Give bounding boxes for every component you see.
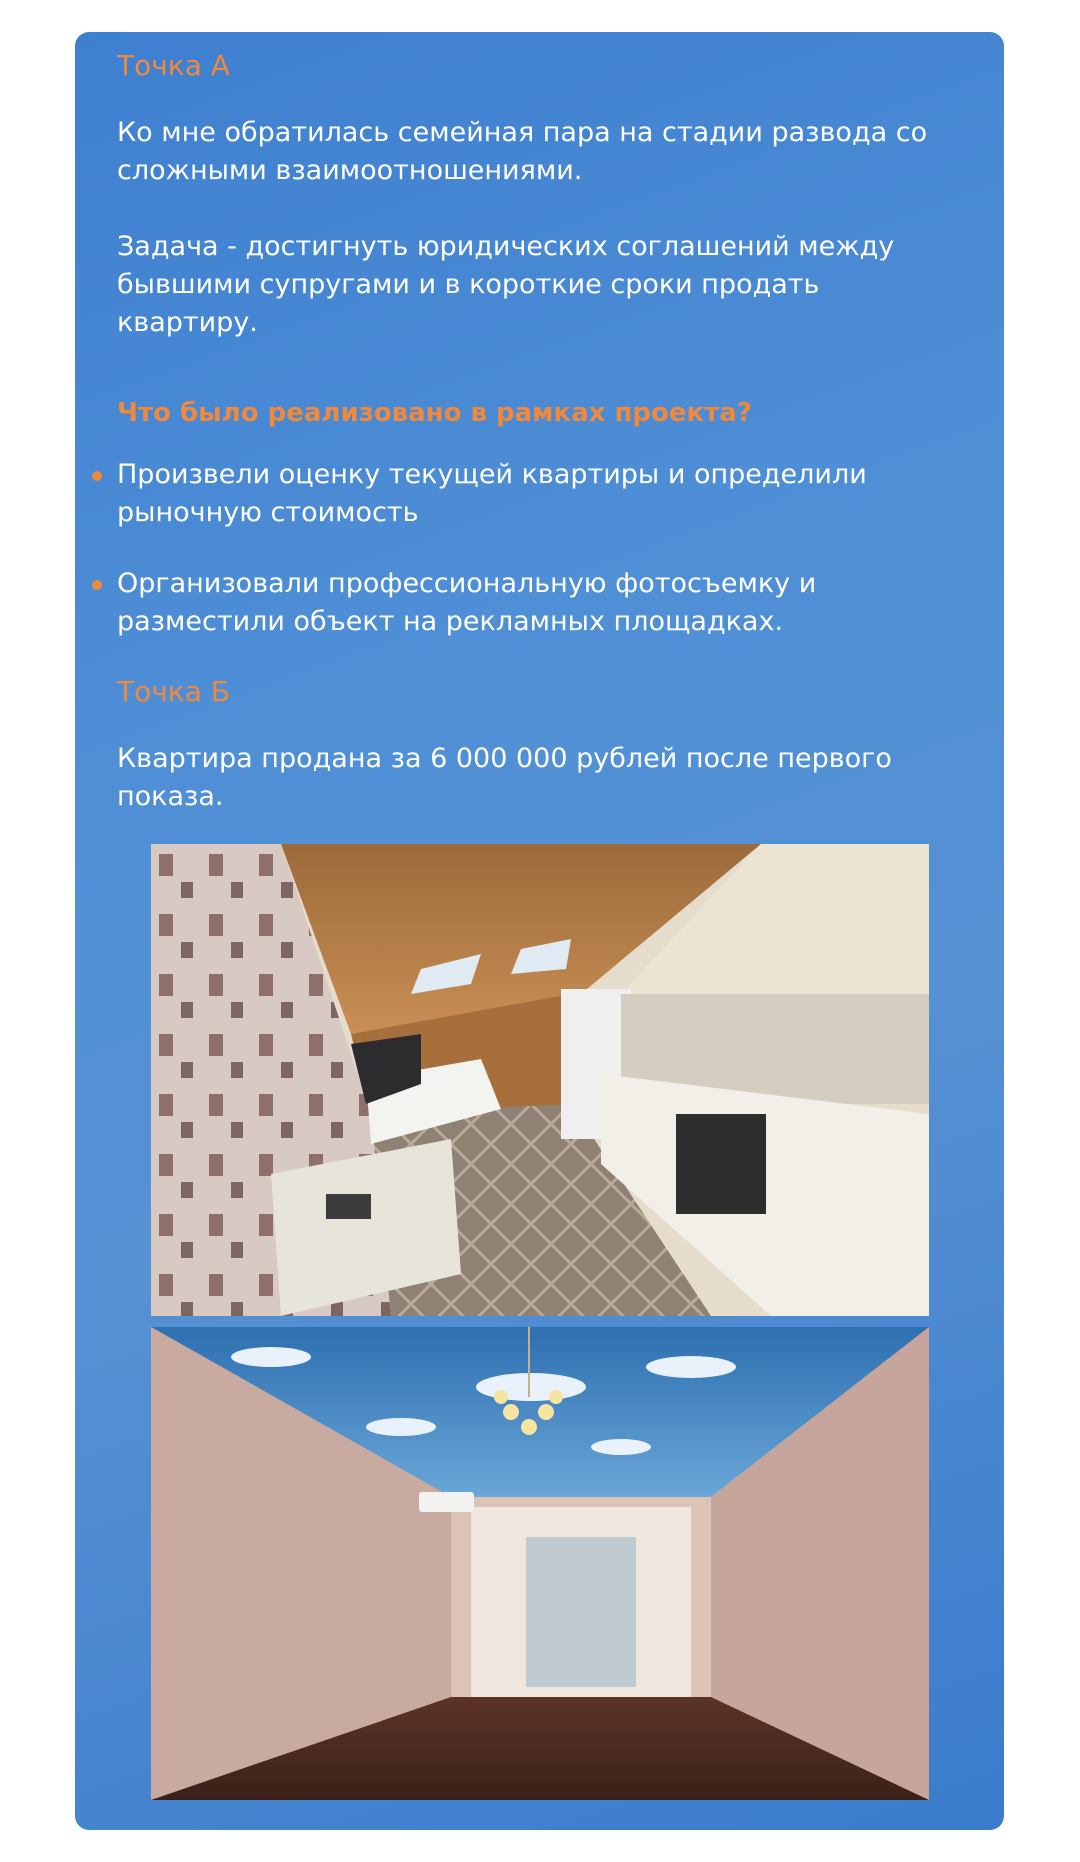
point-a-paragraph-1: Ко мне обратилась семейная пара на стадии развода со сложными взаимоотношениями. xyxy=(117,117,928,186)
point-a-paragraph-2: Задача - достигнуть юридических соглашений между бывшими супругами и в короткие сроки продать квартиру. xyxy=(117,231,895,338)
case-card xyxy=(75,32,1004,1830)
kitchen-photo xyxy=(151,844,929,1316)
list-item xyxy=(117,456,967,532)
list-item-text: Произвели оценку текущей квартиры и определили рыночную стоимость xyxy=(117,459,867,528)
point-b-title: Точка Б xyxy=(117,675,230,708)
list-item xyxy=(117,565,967,641)
realized-title: Что было реализовано в рамках проекта? xyxy=(117,398,752,428)
list-item-text: Организовали профессиональную фотосъемку и разместили объект на рекламных площадках. xyxy=(117,568,817,637)
room-photo xyxy=(151,1327,929,1800)
kitchen-image xyxy=(151,844,929,1316)
room-image xyxy=(151,1327,929,1800)
point-a-title: Точка А xyxy=(117,49,230,82)
bullet-dot-icon xyxy=(92,580,102,590)
bullet-dot-icon xyxy=(92,471,102,481)
point-b-paragraph: Квартира продана за 6 000 000 рублей после первого показа. xyxy=(117,743,892,812)
